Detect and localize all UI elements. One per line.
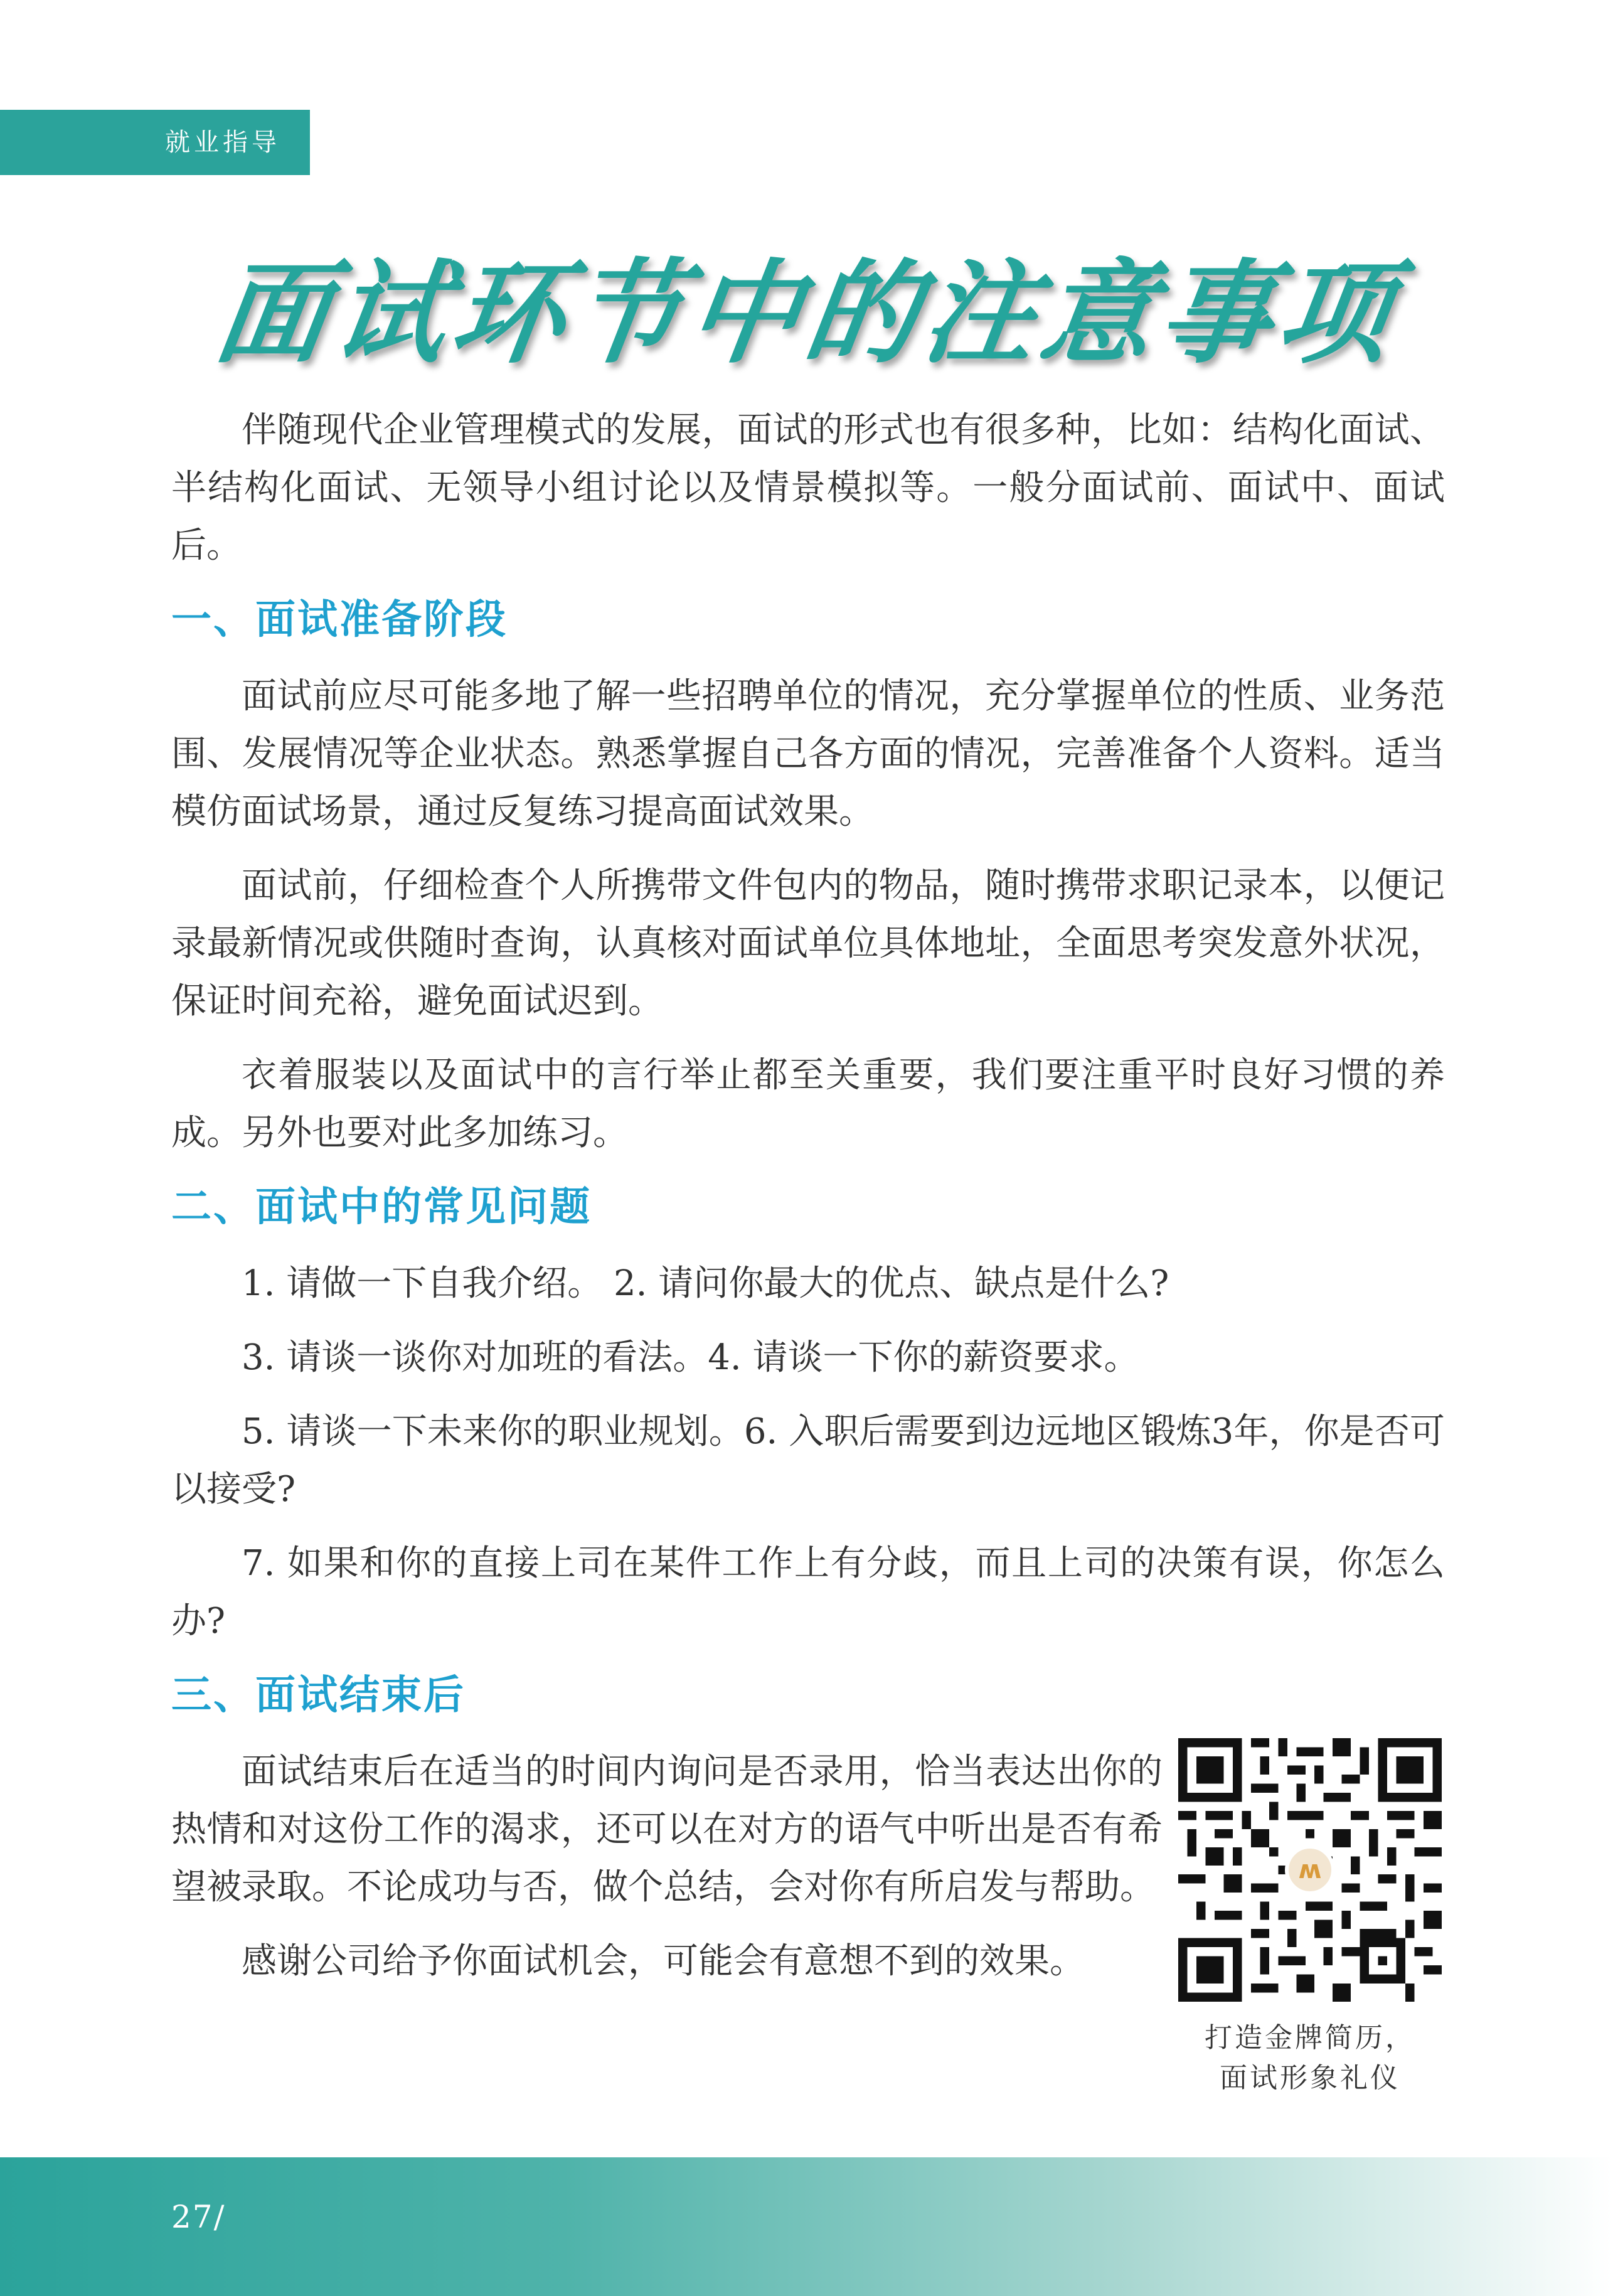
qr-caption-line: 打造金牌简历， xyxy=(1205,2022,1415,2054)
question-item: 5. 请谈一下未来你的职业规划。6. 入职后需要到边远地区锻炼3年，你是否可以接受? xyxy=(171,1411,1445,1510)
qr-logo xyxy=(1285,1845,1335,1895)
qr-caption xyxy=(1172,2018,1448,2098)
section3-text xyxy=(171,1743,1163,1990)
paragraph: 面试结束后在适当的时间内询问是否录用，恰当表达出你的热情和对这份工作的渴求，还可以在对方的语气中听出是否有希望被录取。不论成功与否，做个总结，会对你有所启发与帮助。 xyxy=(171,1751,1163,1908)
butterfly-icon: ʍ xyxy=(1298,1855,1322,1884)
paragraph: 衣着服装以及面试中的言行举止都至关重要，我们要注重平时良好习惯的养成。另外也要对此多加练习。 xyxy=(171,1055,1445,1153)
question-item: 1. 请做一下自我介绍。 2. 请问你最大的优点、缺点是什么? xyxy=(242,1263,1169,1304)
page-title: 面试环节中的注意事项 xyxy=(208,248,1406,378)
section-heading-after-interview: 三、面试结束后 xyxy=(171,1672,466,1719)
section-tab xyxy=(0,110,310,175)
intro-paragraph: 伴随现代企业管理模式的发展，面试的形式也有很多种，比如：结构化面试、半结构化面试、无领导小组讨论以及情景模拟等。一般分面试前、面试中、面试后。 xyxy=(171,410,1445,566)
footer-bar xyxy=(0,2157,1613,2296)
page-number: 27/ xyxy=(171,2199,226,2235)
qr-code[interactable] xyxy=(1178,1738,1442,2002)
section-heading-preparation: 一、面试准备阶段 xyxy=(171,597,508,643)
section-tab-label: 就业指导 xyxy=(165,128,280,157)
paragraph: 感谢公司给予你面试机会，可能会有意想不到的效果。 xyxy=(242,1941,1085,1982)
question-item: 7. 如果和你的直接上司在某件工作上有分歧，而且上司的决策有误，你怎么办? xyxy=(171,1543,1445,1642)
question-item: 3. 请谈一谈你对加班的看法。4. 请谈一下你的薪资要求。 xyxy=(242,1337,1139,1378)
paragraph: 面试前，仔细检查个人所携带文件包内的物品，随时携带求职记录本，以便记录最新情况或供随时查询，认真核对面试单位具体地址，全面思考突发意外状况，保证时间充裕，避免面试迟到。 xyxy=(171,865,1445,1022)
paragraph: 面试前应尽可能多地了解一些招聘单位的情况，充分掌握单位的性质、业务范围、发展情况等企业状态。熟悉掌握自己各方面的情况，完善准备个人资料。适当模仿面试场景，通过反复练习提高面试效果。 xyxy=(171,676,1445,832)
qr-code-block xyxy=(1172,1738,1448,2098)
section-heading-common-questions: 二、面试中的常见问题 xyxy=(171,1184,592,1231)
qr-caption-line: 面试形象礼仪 xyxy=(1220,2062,1400,2094)
